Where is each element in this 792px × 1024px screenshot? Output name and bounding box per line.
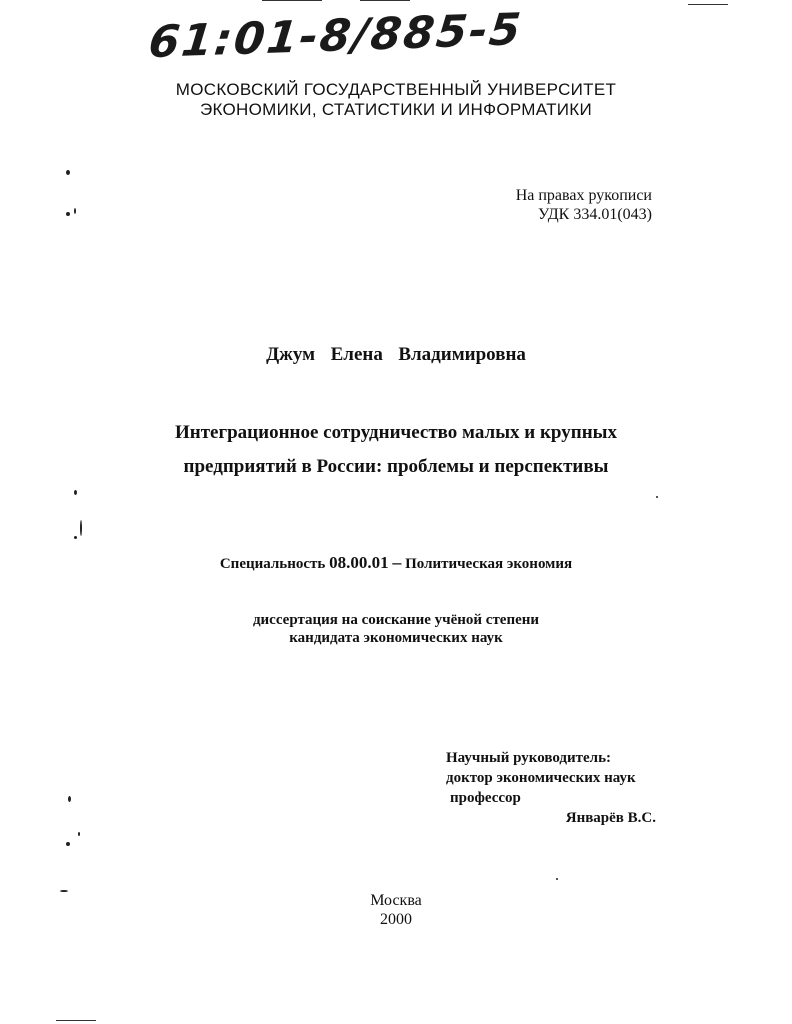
specialty-label: Специальность (219, 556, 326, 572)
scan-speck (74, 536, 77, 539)
udk-code: УДК 334.01(043) (538, 206, 652, 223)
title-line-2: предприятий в России: проблемы и перспективы (183, 456, 609, 477)
supervisor-block (446, 748, 656, 828)
scan-speck (78, 832, 80, 836)
degree-line-1: диссертация на соискание учёной степени (252, 612, 540, 628)
scan-mark (56, 1020, 96, 1021)
dissertation-title (0, 416, 792, 484)
degree-statement (0, 611, 792, 647)
supervisor-degree: доктор экономических наук (446, 770, 636, 786)
supervisor-title: профессор (450, 790, 521, 806)
specialty-dash: – (392, 552, 402, 572)
scan-speck (74, 490, 77, 495)
archive-code-handwritten: 61:01-8/885-5 (146, 4, 525, 69)
city: Москва (370, 892, 422, 909)
manuscript-rights-block (352, 186, 652, 224)
scan-speck (66, 842, 70, 846)
specialty-line (0, 552, 792, 573)
scan-speck (66, 170, 70, 175)
scan-speck (556, 878, 558, 880)
degree-line-2: кандидата экономических наук (289, 630, 503, 646)
scan-mark (262, 0, 322, 1)
scan-speck (80, 520, 82, 536)
scan-mark (688, 4, 728, 5)
manuscript-rights-label: На правах рукописи (515, 187, 652, 204)
supervisor-name: Январёв В.С. (565, 810, 656, 826)
scan-speck (66, 212, 70, 216)
specialty-code: 08.00.01 (329, 553, 389, 572)
scan-speck (68, 796, 71, 802)
title-line-1: Интеграционное сотрудничество малых и крупных (175, 422, 617, 443)
scan-speck (656, 496, 658, 498)
university-line-1: МОСКОВСКИЙ ГОСУДАРСТВЕННЫЙ УНИВЕРСИТЕТ (175, 80, 617, 99)
specialty-name: Политическая экономия (405, 556, 573, 572)
scan-mark (360, 0, 410, 1)
year: 2000 (380, 911, 412, 928)
university-name (0, 80, 792, 120)
supervisor-label: Научный руководитель: (446, 750, 611, 766)
author-name: Джум Елена Владимировна (266, 344, 526, 365)
university-line-2: ЭКОНОМИКИ, СТАТИСТИКИ И ИНФОРМАТИКИ (199, 100, 593, 119)
scan-speck (74, 208, 76, 214)
place-and-year (0, 891, 792, 929)
